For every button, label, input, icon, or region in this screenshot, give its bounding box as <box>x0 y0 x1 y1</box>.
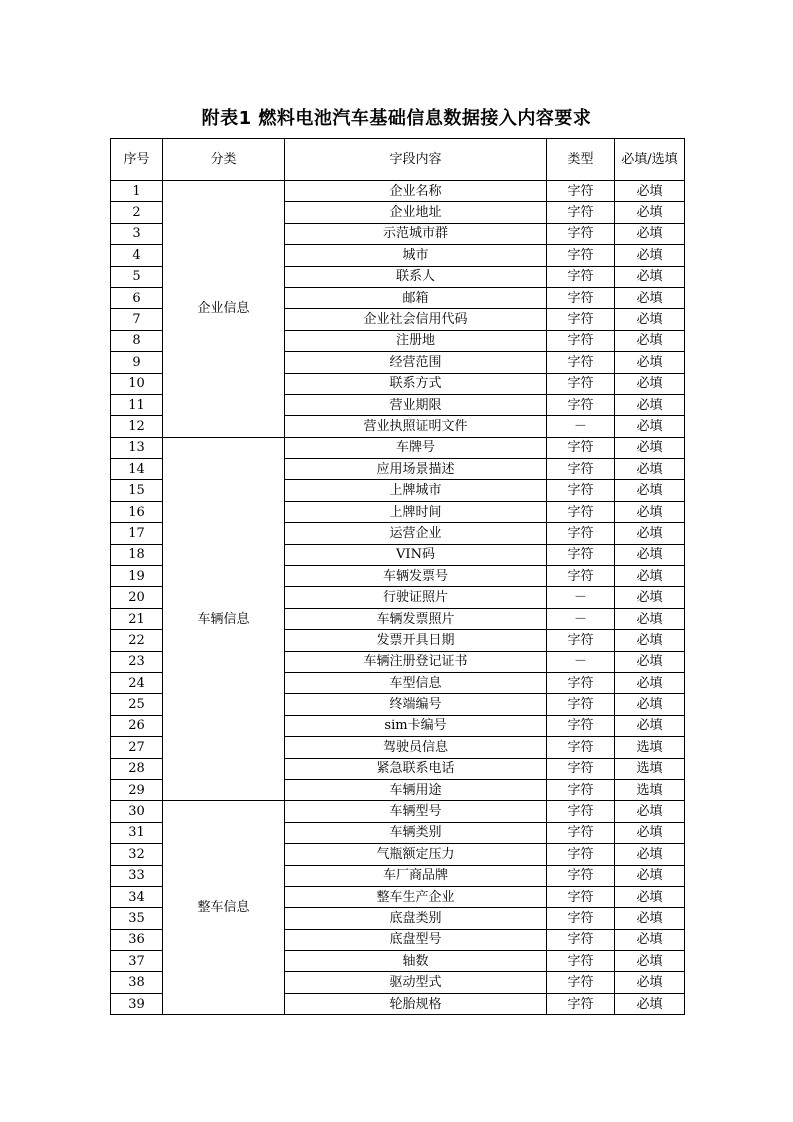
field-name: 企业名称 <box>285 181 547 202</box>
field-type: 字符 <box>547 886 615 907</box>
field-type: 字符 <box>547 972 615 993</box>
row-number: 21 <box>111 608 163 629</box>
field-name: 车厂商品牌 <box>285 865 547 886</box>
table-row <box>111 181 685 202</box>
field-type: － <box>547 416 615 437</box>
field-type: 字符 <box>547 908 615 929</box>
field-name: sim卡编号 <box>285 715 547 736</box>
field-name: 车辆型号 <box>285 801 547 822</box>
row-number: 20 <box>111 587 163 608</box>
field-required: 必填 <box>615 223 685 244</box>
header-type: 类型 <box>547 139 615 181</box>
field-required: 选填 <box>615 737 685 758</box>
field-name: 轮胎规格 <box>285 993 547 1014</box>
field-type: 字符 <box>547 202 615 223</box>
field-name: 整车生产企业 <box>285 886 547 907</box>
field-required: 必填 <box>615 651 685 672</box>
row-number: 33 <box>111 865 163 886</box>
field-name: 车辆发票号 <box>285 566 547 587</box>
field-required: 必填 <box>615 630 685 651</box>
field-required: 必填 <box>615 480 685 501</box>
row-number: 15 <box>111 480 163 501</box>
row-number: 28 <box>111 758 163 779</box>
field-name: 车辆注册登记证书 <box>285 651 547 672</box>
field-required: 必填 <box>615 929 685 950</box>
field-required: 必填 <box>615 352 685 373</box>
field-required: 必填 <box>615 394 685 415</box>
row-number: 12 <box>111 416 163 437</box>
field-name: 应用场景描述 <box>285 459 547 480</box>
row-number: 39 <box>111 993 163 1014</box>
row-number: 4 <box>111 245 163 266</box>
document-title: 附表1 燃料电池汽车基础信息数据接入内容要求 <box>201 108 592 129</box>
row-number: 24 <box>111 672 163 693</box>
field-name: 上牌城市 <box>285 480 547 501</box>
row-number: 9 <box>111 352 163 373</box>
field-required: 必填 <box>615 202 685 223</box>
row-number: 6 <box>111 287 163 308</box>
field-required: 必填 <box>615 544 685 565</box>
row-number: 16 <box>111 501 163 522</box>
field-type: － <box>547 608 615 629</box>
header-field: 字段内容 <box>285 139 547 181</box>
field-required: 必填 <box>615 266 685 287</box>
field-name: 邮箱 <box>285 287 547 308</box>
field-type: 字符 <box>547 223 615 244</box>
field-required: 必填 <box>615 501 685 522</box>
field-required: 必填 <box>615 587 685 608</box>
field-type: 字符 <box>547 330 615 351</box>
field-required: 必填 <box>615 844 685 865</box>
field-required: 必填 <box>615 993 685 1014</box>
field-type: 字符 <box>547 951 615 972</box>
field-type: 字符 <box>547 758 615 779</box>
row-number: 31 <box>111 822 163 843</box>
row-number: 29 <box>111 779 163 800</box>
table-row <box>111 801 685 822</box>
field-type: 字符 <box>547 779 615 800</box>
row-number: 36 <box>111 929 163 950</box>
row-number: 18 <box>111 544 163 565</box>
field-name: 底盘型号 <box>285 929 547 950</box>
field-type: 字符 <box>547 459 615 480</box>
field-required: 必填 <box>615 972 685 993</box>
field-required: 必填 <box>615 951 685 972</box>
category-cell: 整车信息 <box>163 801 285 1015</box>
row-number: 22 <box>111 630 163 651</box>
row-number: 23 <box>111 651 163 672</box>
field-required: 必填 <box>615 309 685 330</box>
field-name: 营业期限 <box>285 394 547 415</box>
row-number: 14 <box>111 459 163 480</box>
field-name: 车牌号 <box>285 437 547 458</box>
field-type: 字符 <box>547 694 615 715</box>
field-name: 联系方式 <box>285 373 547 394</box>
field-name: 车型信息 <box>285 672 547 693</box>
field-required: 必填 <box>615 672 685 693</box>
row-number: 13 <box>111 437 163 458</box>
field-type: 字符 <box>547 737 615 758</box>
field-type: 字符 <box>547 715 615 736</box>
field-required: 必填 <box>615 287 685 308</box>
row-number: 30 <box>111 801 163 822</box>
row-number: 2 <box>111 202 163 223</box>
field-required: 必填 <box>615 330 685 351</box>
row-number: 32 <box>111 844 163 865</box>
field-type: 字符 <box>547 993 615 1014</box>
field-type: 字符 <box>547 523 615 544</box>
field-name: 经营范围 <box>285 352 547 373</box>
field-name: 企业社会信用代码 <box>285 309 547 330</box>
header-category: 分类 <box>163 139 285 181</box>
row-number: 19 <box>111 566 163 587</box>
field-required: 必填 <box>615 608 685 629</box>
field-name: 车辆类别 <box>285 822 547 843</box>
field-name: 驾驶员信息 <box>285 737 547 758</box>
field-required: 必填 <box>615 181 685 202</box>
field-name: VIN码 <box>285 544 547 565</box>
field-required: 必填 <box>615 715 685 736</box>
field-type: 字符 <box>547 287 615 308</box>
field-name: 轴数 <box>285 951 547 972</box>
field-name: 气瓶额定压力 <box>285 844 547 865</box>
row-number: 35 <box>111 908 163 929</box>
field-type: 字符 <box>547 544 615 565</box>
field-type: － <box>547 651 615 672</box>
row-number: 11 <box>111 394 163 415</box>
field-name: 终端编号 <box>285 694 547 715</box>
field-required: 选填 <box>615 779 685 800</box>
field-required: 必填 <box>615 908 685 929</box>
row-number: 17 <box>111 523 163 544</box>
field-type: 字符 <box>547 181 615 202</box>
field-name: 车辆用途 <box>285 779 547 800</box>
field-type: 字符 <box>547 394 615 415</box>
field-name: 注册地 <box>285 330 547 351</box>
field-type: 字符 <box>547 266 615 287</box>
row-number: 10 <box>111 373 163 394</box>
row-number: 1 <box>111 181 163 202</box>
field-required: 必填 <box>615 694 685 715</box>
field-type: 字符 <box>547 844 615 865</box>
field-type: 字符 <box>547 352 615 373</box>
row-number: 3 <box>111 223 163 244</box>
field-name: 企业地址 <box>285 202 547 223</box>
field-required: 必填 <box>615 822 685 843</box>
field-name: 紧急联系电话 <box>285 758 547 779</box>
field-name: 营业执照证明文件 <box>285 416 547 437</box>
field-type: 字符 <box>547 822 615 843</box>
field-required: 必填 <box>615 523 685 544</box>
row-number: 27 <box>111 737 163 758</box>
field-required: 必填 <box>615 865 685 886</box>
field-name: 联系人 <box>285 266 547 287</box>
field-name: 城市 <box>285 245 547 266</box>
header-no: 序号 <box>111 139 163 181</box>
field-type: 字符 <box>547 865 615 886</box>
field-name: 发票开具日期 <box>285 630 547 651</box>
row-number: 34 <box>111 886 163 907</box>
row-number: 26 <box>111 715 163 736</box>
row-number: 25 <box>111 694 163 715</box>
field-type: 字符 <box>547 480 615 501</box>
field-type: 字符 <box>547 630 615 651</box>
data-requirements-table <box>110 138 685 1015</box>
field-name: 车辆发票照片 <box>285 608 547 629</box>
field-type: － <box>547 587 615 608</box>
field-required: 必填 <box>615 886 685 907</box>
field-name: 驱动型式 <box>285 972 547 993</box>
field-name: 底盘类别 <box>285 908 547 929</box>
category-cell: 企业信息 <box>163 181 285 438</box>
field-type: 字符 <box>547 309 615 330</box>
field-required: 必填 <box>615 459 685 480</box>
field-type: 字符 <box>547 801 615 822</box>
field-name: 上牌时间 <box>285 501 547 522</box>
field-required: 必填 <box>615 437 685 458</box>
field-name: 运营企业 <box>285 523 547 544</box>
table-row <box>111 437 685 458</box>
field-type: 字符 <box>547 566 615 587</box>
row-number: 5 <box>111 266 163 287</box>
field-required: 必填 <box>615 566 685 587</box>
row-number: 38 <box>111 972 163 993</box>
field-required: 必填 <box>615 416 685 437</box>
field-type: 字符 <box>547 373 615 394</box>
table-body <box>111 181 685 1015</box>
row-number: 7 <box>111 309 163 330</box>
header-required: 必填/选填 <box>615 139 685 181</box>
field-required: 选填 <box>615 758 685 779</box>
field-required: 必填 <box>615 801 685 822</box>
field-type: 字符 <box>547 929 615 950</box>
field-required: 必填 <box>615 245 685 266</box>
field-name: 示范城市群 <box>285 223 547 244</box>
field-type: 字符 <box>547 437 615 458</box>
field-type: 字符 <box>547 672 615 693</box>
field-required: 必填 <box>615 373 685 394</box>
field-name: 行驶证照片 <box>285 587 547 608</box>
row-number: 8 <box>111 330 163 351</box>
field-type: 字符 <box>547 501 615 522</box>
table-header-row <box>111 139 685 181</box>
row-number: 37 <box>111 951 163 972</box>
category-cell: 车辆信息 <box>163 437 285 801</box>
field-type: 字符 <box>547 245 615 266</box>
